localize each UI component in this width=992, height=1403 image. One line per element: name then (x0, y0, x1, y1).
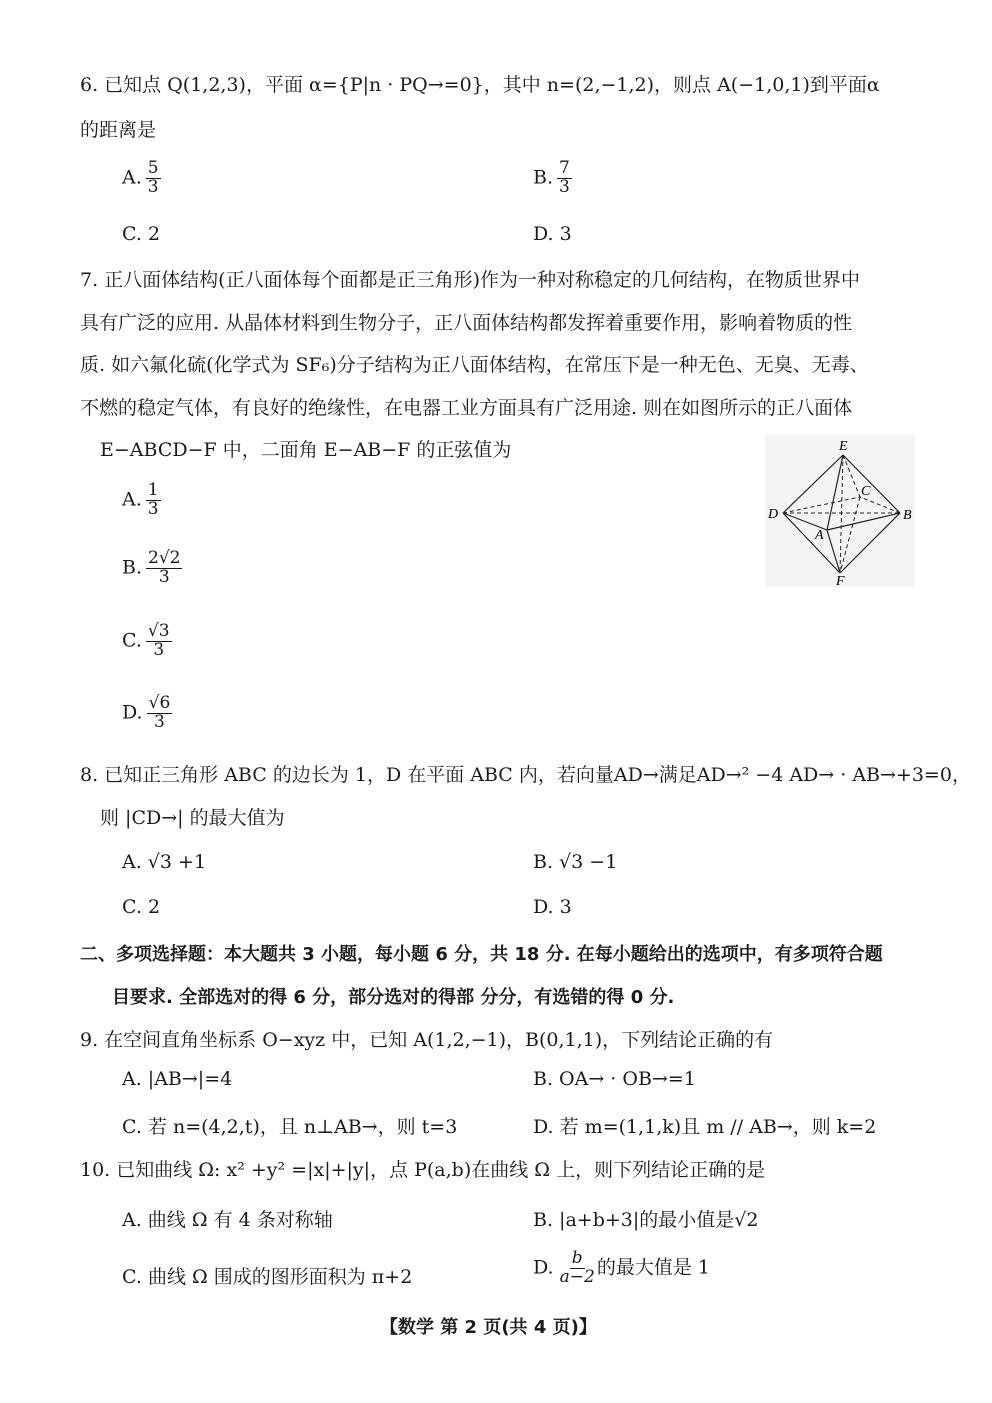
q8-option-b: B. √3 −1 (533, 851, 618, 873)
q8-option-a: A. √3 +1 (122, 851, 207, 873)
q7-option-d: D. $\frac{√6}{3}$ (122, 693, 171, 732)
q6-stem-line1: 6. 已知点 Q(1,2,3)，平面 α={P|n · PQ→=0}，其中 n=(2,−1,2)，则点 A(−1,0,1)到平面α (80, 74, 880, 96)
q7-stem-line3: 质. 如六氟化硫(化学式为 SF₆)分子结构为正八面体结构，在常压下是一种无色、无臭、无毒、 (80, 354, 869, 376)
page-footer: 【数学 第 2 页(共 4 页)】 (380, 1317, 597, 1338)
q6-option-d: D. 3 (533, 223, 572, 245)
q10-option-d: D. $\frac{b}{a-2}$ 的最大值是 1 (533, 1248, 710, 1287)
q7-stem-line2: 具有广泛的应用. 从晶体材料到生物分子，正八面体结构都发挥着重要作用，影响着物质的性 (80, 312, 853, 334)
q9-option-a: A. |AB→|=4 (122, 1068, 233, 1090)
section2-heading-line1: 二、多项选择题：本大题共 3 小题，每小题 6 分，共 18 分. 在每小题给出的选项中，有多项符合题 (80, 944, 883, 965)
q6-stem-line2: 的距离是 (80, 119, 157, 141)
q6-option-b: B. $\frac{7}{3}$ (533, 158, 570, 197)
vertex-label-d: D (768, 507, 779, 522)
vertex-label-b: B (903, 508, 912, 523)
q9-option-d: D. 若 m=(1,1,k)且 m // AB→，则 k=2 (533, 1116, 877, 1138)
q6-option-a: A. $\frac{5}{3}$ (122, 158, 159, 197)
vertex-label-f: F (836, 574, 845, 587)
q8-stem-line1: 8. 已知正三角形 ABC 的边长为 1，D 在平面 ABC 内，若向量AD→满足AD→² −4 AD→ · AB→+3=0， (80, 764, 971, 786)
q10-option-c: C. 曲线 Ω 围成的图形面积为 π+2 (122, 1266, 413, 1288)
section2-heading-line2: 目要求. 全部选对的得 6 分，部分选对的得部 分分，有选错的得 0 分. (112, 987, 675, 1008)
vertex-label-a: A (815, 528, 824, 543)
q7-option-b: B. $\frac{2√2}{3}$ (122, 548, 181, 587)
q10-option-a: A. 曲线 Ω 有 4 条对称轴 (122, 1209, 333, 1231)
q7-option-a: A. $\frac{1}{3}$ (122, 480, 159, 519)
q9-option-b: B. OA→ · OB→=1 (533, 1068, 696, 1090)
q10-option-b: B. |a+b+3|的最小值是√2 (533, 1209, 759, 1231)
q9-stem: 9. 在空间直角坐标系 O−xyz 中，已知 A(1,2,−1)，B(0,1,1)，下列结论正确的有 (80, 1029, 774, 1051)
vertex-label-e: E (839, 439, 848, 454)
q8-option-c: C. 2 (122, 896, 161, 918)
q7-option-c: C. $\frac{√3}{3}$ (122, 621, 170, 660)
q9-option-c: C. 若 n=(4,2,t)，且 n⊥AB→，则 t=3 (122, 1116, 458, 1138)
octahedron-figure (765, 435, 915, 587)
q10-stem: 10. 已知曲线 Ω: x² +y² =|x|+|y|，点 P(a,b)在曲线 Ω 上，则下列结论正确的是 (80, 1159, 766, 1181)
q7-stem-line1: 7. 正八面体结构(正八面体每个面都是正三角形)作为一种对称稳定的几何结构，在物质世界中 (80, 269, 860, 291)
q8-stem-line2: 则 |CD→| 的最大值为 (100, 807, 285, 829)
q8-option-d: D. 3 (533, 896, 572, 918)
q7-stem-line5: E−ABCD−F 中，二面角 E−AB−F 的正弦值为 (100, 439, 512, 461)
q7-stem-line4: 不燃的稳定气体，有良好的绝缘性，在电器工业方面具有广泛用途. 则在如图所示的正八面体 (80, 397, 853, 419)
vertex-label-c: C (861, 484, 871, 499)
q6-option-c: C. 2 (122, 223, 161, 245)
